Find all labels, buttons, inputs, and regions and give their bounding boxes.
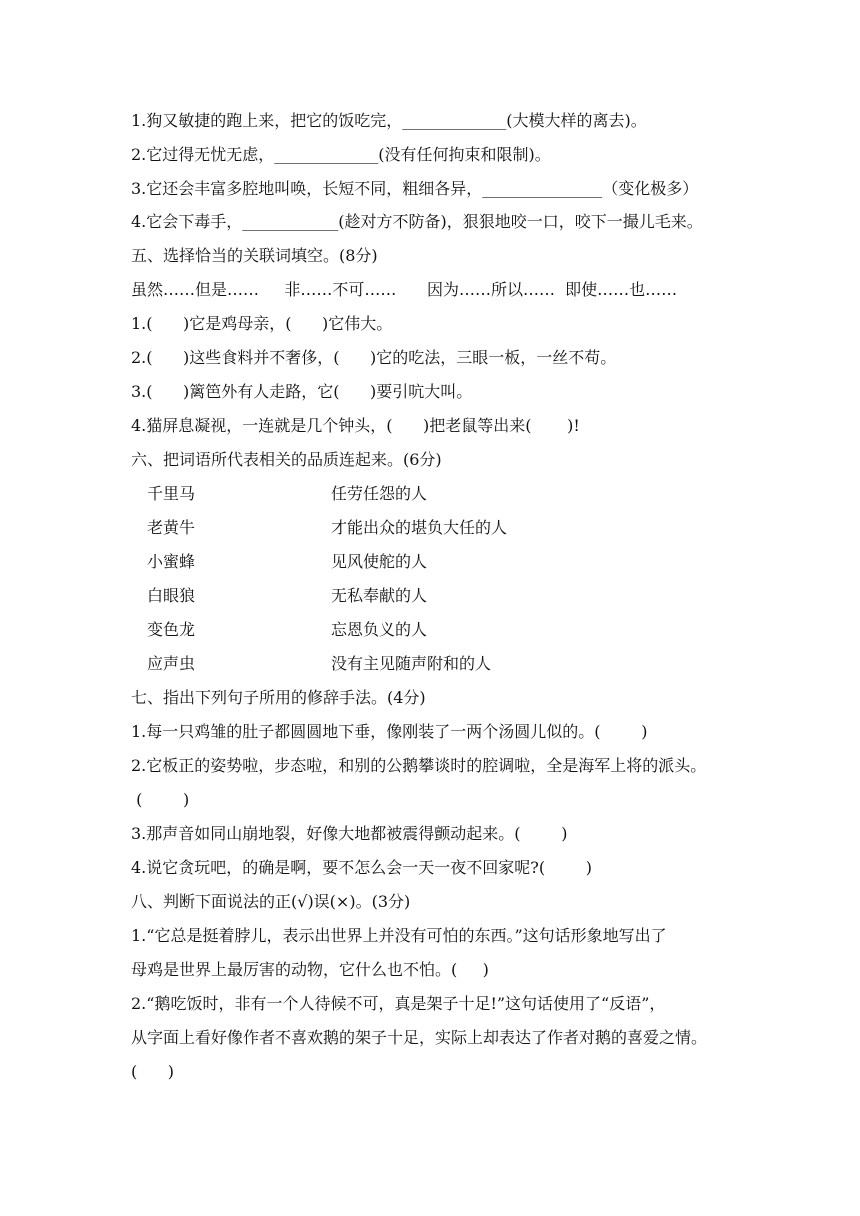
- rhetoric-item-3: 3.那声音如同山崩地裂，好像大地都被震得颤动起来。( ): [131, 824, 568, 843]
- fill-in-item-4: 4.它会下毒手，____________(趁对方不防备)，狠狠地咬一口，咬下一撮儿毛来。: [131, 212, 703, 231]
- conjunction-item-3: 3.( )篱笆外有人走路，它( )要引吭大叫。: [131, 382, 473, 401]
- conjunction-item-4: 4.猫屏息凝视，一连就是几个钟头，( )把老鼠等出来( )!: [131, 416, 580, 435]
- match-quality: 忘恩负义的人: [331, 620, 428, 639]
- rhetoric-item-1: 1.每一只鸡雏的肚子都圆圆地下垂，像刚装了一两个汤圆儿似的。( ): [131, 722, 648, 741]
- section-6-heading: 六、把词语所代表相关的品质连起来。(6分): [131, 450, 442, 469]
- match-quality: 见风使舵的人: [331, 552, 428, 571]
- section-5-heading: 五、选择恰当的关联词填空。(8分): [131, 246, 378, 265]
- match-term: 千里马: [147, 484, 196, 503]
- match-term: 小蜜蜂: [147, 552, 196, 571]
- judge-item-2-line-2: 从字面上看好像作者不喜欢鹅的架子十足，实际上却表达了作者对鹅的喜爱之情。: [131, 1028, 708, 1047]
- match-quality: 才能出众的堪负大任的人: [331, 518, 508, 537]
- match-quality: 无私奉献的人: [331, 586, 428, 605]
- match-term: 变色龙: [147, 620, 196, 639]
- judge-item-1-line-2: 母鸡是世界上最厉害的动物，它什么也不怕。( ): [131, 960, 489, 979]
- match-quality: 任劳任怨的人: [331, 484, 428, 503]
- judge-item-2-line-1: 2.“鹅吃饭时，非有一个人待候不可，真是架子十足!”这句话使用了“反语”，: [131, 994, 666, 1013]
- judge-item-2-blank: ( ): [131, 1062, 174, 1081]
- section-8-heading: 八、判断下面说法的正(√)误(×)。(3分): [131, 892, 411, 911]
- conjunction-item-1: 1.( )它是鸡母亲，( )它伟大。: [131, 314, 393, 333]
- match-term: 老黄牛: [147, 518, 196, 537]
- conjunction-options: 虽然……但是…… 非……不可…… 因为……所以…… 即使……也……: [131, 280, 678, 299]
- section-7-heading: 七、指出下列句子所用的修辞手法。(4分): [131, 688, 426, 707]
- rhetoric-item-2-blank: ( ): [131, 790, 190, 809]
- rhetoric-item-4: 4.说它贪玩吧，的确是啊，要不怎么会一天一夜不回家呢?( ): [131, 858, 593, 877]
- match-term: 应声虫: [147, 654, 196, 673]
- judge-item-1-line-1: 1.“它总是挺着脖儿，表示出世界上并没有可怕的东西。”这句话形象地写出了: [131, 926, 667, 945]
- match-term: 白眼狼: [147, 586, 196, 605]
- rhetoric-item-2: 2.它板正的姿势啦，步态啦，和别的公鹅攀谈时的腔调啦，全是海军上将的派头。: [131, 756, 707, 775]
- fill-in-item-2: 2.它过得无忧无虑，_____________(没有任何拘束和限制)。: [131, 145, 551, 164]
- fill-in-item-3: 3.它还会丰富多腔地叫唤，长短不同，粗细各异，_______________（变化极多）: [131, 179, 699, 198]
- match-quality: 没有主见随声附和的人: [331, 654, 492, 673]
- fill-in-item-1: 1.狗又敏捷的跑上来，把它的饭吃完，_____________(大模大样的离去)。: [131, 111, 647, 130]
- conjunction-item-2: 2.( )这些食料并不奢侈，( )它的吃法，三眼一板，一丝不苟。: [131, 348, 617, 367]
